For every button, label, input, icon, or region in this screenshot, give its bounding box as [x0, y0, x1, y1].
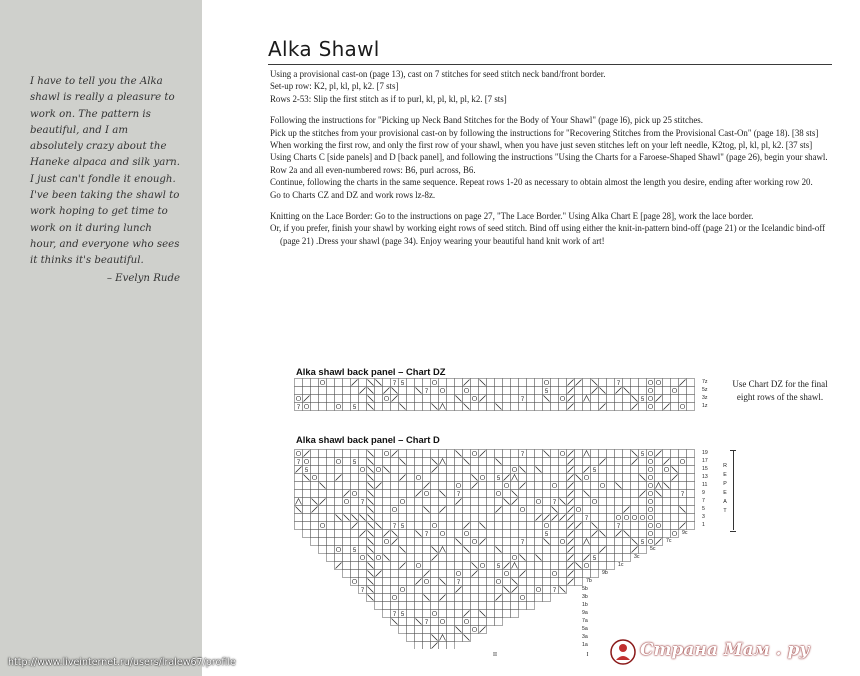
svg-text:7: 7	[296, 460, 301, 466]
svg-text:7: 7	[680, 492, 685, 498]
chart-d-row-label: 3a	[582, 634, 588, 640]
instruction-paragraph: Following the instructions for "Picking up Neck Band Stitches for the Body of Your Shawl" (page l6), pick up 25 stitches.	[270, 115, 703, 126]
chart-d-row-label: 3b	[582, 594, 588, 600]
svg-text:7: 7	[616, 381, 621, 387]
instruction-paragraph: Continue, following the charts in the same sequence. Repeat rows 1-20 as necessary to obtain almost the length you desire, ending after working row 20.	[270, 177, 813, 188]
svg-text:7: 7	[520, 452, 525, 458]
chart-d-row-label: 9c	[682, 530, 688, 536]
svg-text:7: 7	[360, 500, 365, 506]
svg-text:5: 5	[400, 612, 405, 618]
chart-d-row-label: 17	[702, 458, 708, 464]
chart-d-row-label: 13	[702, 474, 708, 480]
svg-text:7: 7	[552, 588, 557, 594]
svg-text:7: 7	[584, 516, 589, 522]
chart-d-row-label: 9a	[582, 610, 588, 616]
chart-d-row-label: 5c	[650, 546, 656, 552]
chart-dz-row-label: 3z	[702, 395, 708, 401]
chart-d-row-label: 7c	[666, 538, 672, 544]
quote-text: I have to tell you the Alka shawl is really a pleasure to work on. The pattern is beautiful, and I am absolutely crazy about the Haneke alpaca and silk yarn. I just can't fondle it enough. I've been taking the shawl to work hoping to get time to work on it during lunch hour, and everyone who sees it thinks it's beautiful.	[30, 76, 180, 267]
chart-d-row-label: 3	[702, 514, 705, 520]
sidebar-panel	[0, 0, 202, 676]
svg-text:7: 7	[392, 612, 397, 618]
svg-text:7: 7	[392, 524, 397, 530]
chart-d-row-label: 7b	[586, 578, 592, 584]
quote-author: – Evelyn Rude	[106, 272, 180, 284]
svg-text:7: 7	[424, 620, 429, 626]
svg-text:5: 5	[352, 548, 357, 554]
svg-text:7: 7	[456, 492, 461, 498]
chart-d-row-label: 1c	[618, 562, 624, 568]
chart-d-row-label: 5b	[582, 586, 588, 592]
svg-text:5: 5	[640, 540, 645, 546]
svg-text:5: 5	[304, 468, 309, 474]
column-mark-1: I	[586, 652, 589, 658]
chart-d-row-label: 11	[702, 482, 708, 488]
instruction-paragraph: Set-up row: K2, pl, kl, pl, k2. [7 sts]	[270, 81, 399, 92]
svg-text:7: 7	[456, 580, 461, 586]
svg-text:5: 5	[496, 564, 501, 570]
instructions	[270, 68, 836, 247]
svg-text:5: 5	[640, 397, 645, 403]
svg-text:7: 7	[520, 397, 525, 403]
svg-text:7: 7	[392, 381, 397, 387]
chart-d-row-label: 9b	[602, 570, 608, 576]
chart-d-row-label: 1a	[582, 642, 588, 648]
chart-d-row-label: 1	[702, 522, 705, 528]
svg-text:5: 5	[496, 476, 501, 482]
chart-dz-row-label: 7z	[702, 379, 708, 385]
chart-dz-row-label: 1z	[702, 403, 708, 409]
svg-text:5: 5	[544, 532, 549, 538]
svg-text:5: 5	[400, 524, 405, 530]
svg-text:5: 5	[592, 556, 597, 562]
chart-dz-title: Alka shawl back panel – Chart DZ	[296, 366, 446, 377]
svg-text:7: 7	[520, 540, 525, 546]
instruction-paragraph: When working the first row, and only the first row of your shawl, when you have just seven stitches left on your left needle, K2tog, pl, kl, pl, k2. [37 sts]	[270, 140, 813, 151]
svg-text:5: 5	[352, 405, 357, 411]
chart-d-row-label: 19	[702, 450, 708, 456]
svg-text:7: 7	[552, 500, 557, 506]
chart-dz-row-label: 5z	[702, 387, 708, 393]
svg-text:7: 7	[360, 588, 365, 594]
chart-d-row-label: 5	[702, 506, 705, 512]
watermark-text: Страна Мам . ру	[640, 640, 810, 660]
page-title: Alka Shawl	[268, 37, 380, 61]
instruction-paragraph: Using Charts C [side panels] and D [back panel], and following the instructions "Using the Charts for a Faroese-Shaped Shawl" (page 26), begin your shawl.	[270, 152, 828, 163]
source-url: http://www.liveinternet.ru/users/lralew67/profile	[8, 657, 236, 668]
svg-text:5: 5	[592, 468, 597, 474]
column-marks	[493, 652, 589, 658]
chart-d-grid	[294, 449, 698, 649]
instruction-paragraph: Pick up the stitches from your provisional cast-on by following the instructions for "Recovering Stitches from the Provisional Cast-On" (page 18). [38 sts]	[270, 127, 819, 138]
book-page	[202, 0, 860, 676]
svg-text:5: 5	[544, 389, 549, 395]
instruction-paragraph: Rows 2-53: Slip the first stitch as if to purl, kl, pl, kl, pl, k2. [7 sts]	[270, 93, 507, 104]
chart-d-row-label: 7	[702, 498, 705, 504]
chart-d-row-label: 5a	[582, 626, 588, 632]
svg-text:7: 7	[296, 405, 301, 411]
chart-dz-note: Use Chart DZ for the final eight rows of the shawl.	[732, 379, 828, 402]
instruction-paragraph: Or, if you prefer, finish your shawl by working eight rows of seed stitch. Bind off using either the knit-in-pattern bind-off (page 21) or the Icelandic bind-off (page 21) .Dress your shawl (page 34). Enjoy wearing your beautiful hand knit work of art!	[270, 223, 826, 246]
watermark-logo-icon	[608, 638, 638, 666]
instruction-paragraph: Knitting on the Lace Border: Go to the instructions on page 27, "The Lace Border." Using Alka Chart E [page 28], work the lace border.	[270, 211, 754, 222]
instruction-paragraph: Row 2a and all even-numbered rows: B6, purl across, B6.	[270, 164, 476, 175]
column-mark-2: II	[493, 652, 497, 658]
repeat-bracket-line	[733, 450, 734, 530]
instruction-paragraph: Go to Charts CZ and DZ and work rows lz-8z.	[270, 189, 436, 200]
testimonial-quote	[30, 74, 180, 287]
svg-text:7: 7	[424, 532, 429, 538]
title-rule	[268, 64, 832, 65]
svg-text:5: 5	[352, 460, 357, 466]
instruction-paragraph: Using a provisional cast-on (page 13), cast on 7 stitches for seed stitch neck band/front border.	[270, 69, 606, 79]
chart-dz-grid	[294, 378, 698, 414]
svg-text:5: 5	[640, 452, 645, 458]
chart-d-row-label: 15	[702, 466, 708, 472]
svg-text:5: 5	[400, 381, 405, 387]
svg-text:7: 7	[424, 389, 429, 395]
chart-d-row-label: 1b	[582, 602, 588, 608]
chart-d-row-label: 7a	[582, 618, 588, 624]
chart-d-row-label: 3c	[634, 554, 640, 560]
svg-text:7: 7	[616, 524, 621, 530]
chart-d-row-label: 9	[702, 490, 705, 496]
chart-d-title: Alka shawl back panel – Chart D	[296, 434, 440, 445]
repeat-label: R E P E A T	[723, 463, 727, 514]
